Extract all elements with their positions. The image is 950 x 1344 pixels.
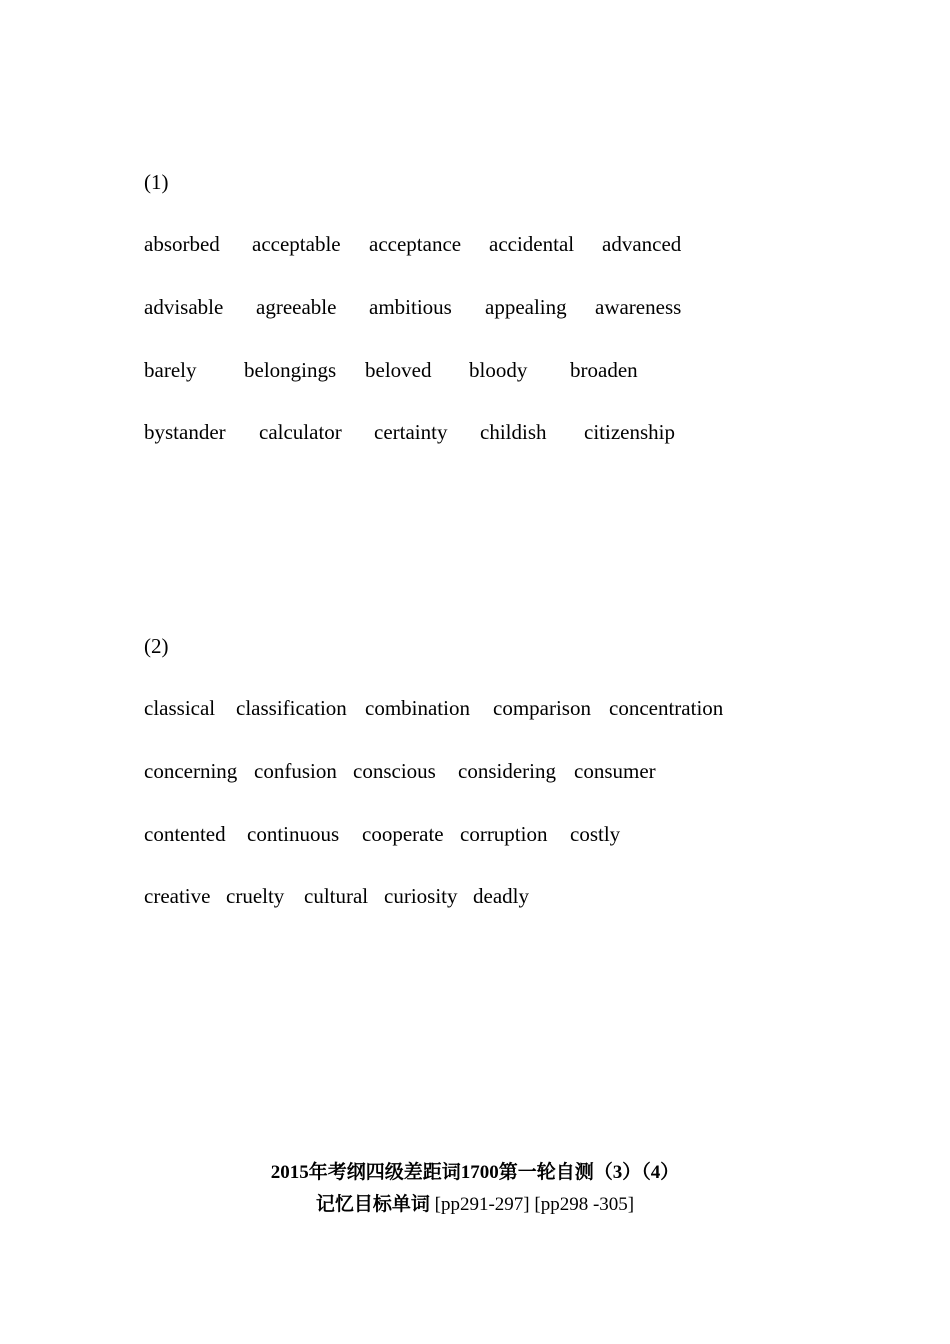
word: barely bbox=[144, 358, 197, 382]
word: considering bbox=[458, 759, 556, 783]
section-2-label: (2) bbox=[144, 634, 169, 658]
word: classification bbox=[236, 696, 347, 720]
word: corruption bbox=[460, 822, 548, 846]
word: contented bbox=[144, 822, 226, 846]
footer-subtitle bbox=[0, 1193, 950, 1217]
word: bloody bbox=[469, 358, 528, 382]
word: concerning bbox=[144, 759, 238, 783]
word: absorbed bbox=[144, 232, 220, 256]
word: awareness bbox=[595, 295, 682, 319]
word: concentration bbox=[609, 696, 724, 720]
footer-title bbox=[0, 1161, 950, 1185]
word: conscious bbox=[353, 759, 436, 783]
word: comparison bbox=[493, 696, 591, 720]
word: acceptance bbox=[369, 232, 462, 256]
word: appealing bbox=[485, 295, 567, 319]
word: advisable bbox=[144, 295, 224, 319]
footer-range-2: [pp298 -305] bbox=[534, 1194, 635, 1215]
word: childish bbox=[480, 420, 547, 444]
word: advanced bbox=[602, 232, 682, 256]
word: cruelty bbox=[226, 884, 285, 908]
word: cultural bbox=[304, 884, 369, 908]
footer-subtitle-text: 记忆目标单词 bbox=[315, 1194, 430, 1215]
word: ambitious bbox=[369, 295, 452, 319]
word: bystander bbox=[144, 420, 226, 444]
word: continuous bbox=[247, 822, 340, 846]
word: curiosity bbox=[384, 884, 458, 908]
word: broaden bbox=[570, 358, 638, 382]
word: certainty bbox=[374, 420, 448, 444]
word: calculator bbox=[259, 420, 342, 444]
word: citizenship bbox=[584, 420, 675, 444]
word: creative bbox=[144, 884, 211, 908]
word: agreeable bbox=[256, 295, 337, 319]
word: beloved bbox=[365, 358, 432, 382]
word: deadly bbox=[473, 884, 529, 908]
word: consumer bbox=[574, 759, 656, 783]
word: confusion bbox=[254, 759, 337, 783]
word: acceptable bbox=[252, 232, 341, 256]
footer-range-1: [pp291-297] bbox=[434, 1194, 530, 1215]
word: classical bbox=[144, 696, 216, 720]
word: cooperate bbox=[362, 822, 444, 846]
footer-title-text: 2015年考纲四级差距词1700第一轮自测（3）（4） bbox=[270, 1162, 680, 1183]
word: combination bbox=[365, 696, 470, 720]
word: costly bbox=[570, 822, 621, 846]
word: accidental bbox=[489, 232, 575, 256]
section-1-label: (1) bbox=[144, 170, 169, 194]
word: belongings bbox=[244, 358, 337, 382]
